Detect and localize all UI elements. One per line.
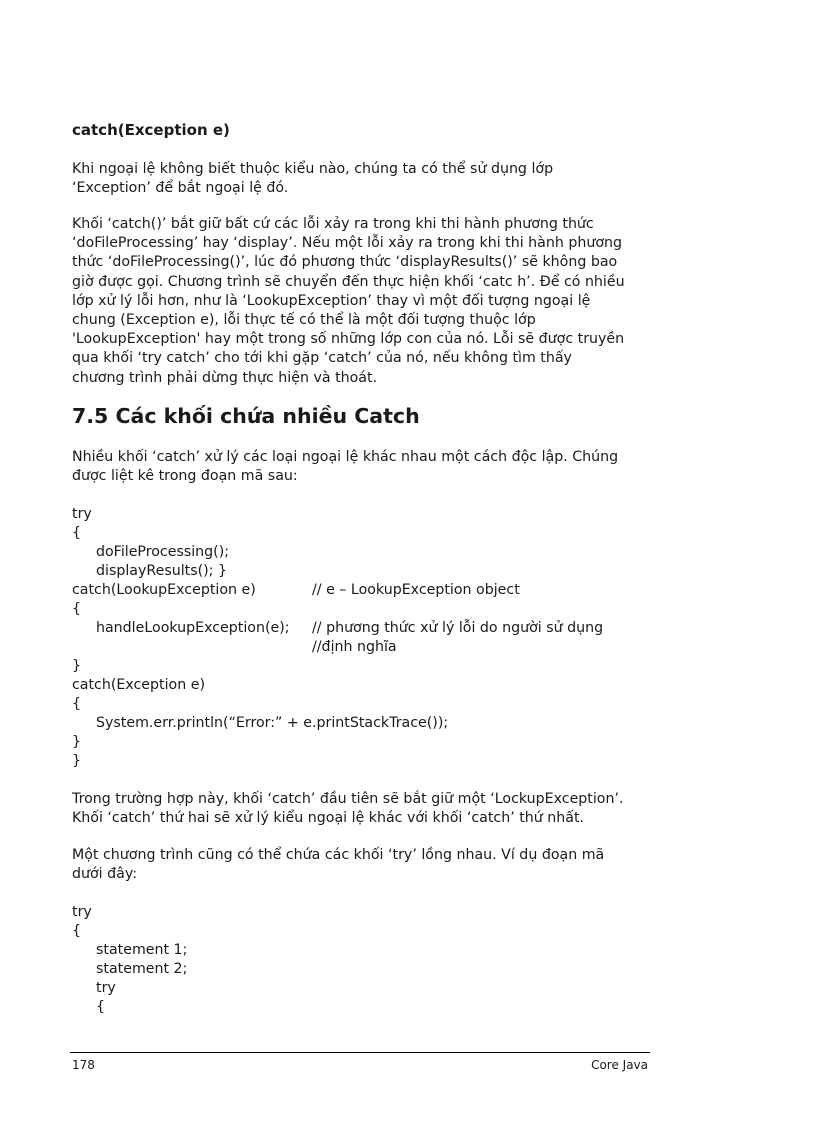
section-heading-7-5: 7.5 Các khối chứa nhiều Catch: [72, 404, 420, 428]
code-text: statement 1;: [96, 942, 188, 958]
code-line: }: [72, 753, 82, 769]
code-line: {: [72, 525, 82, 541]
code-line: [72, 998, 652, 1017]
code-line: }: [72, 734, 82, 750]
book-title: Core Java: [591, 1058, 648, 1072]
code-text: handleLookupException(e);: [96, 620, 290, 636]
code-text: doFileProcessing();: [96, 544, 230, 560]
subheading-catch-exception: catch(Exception e): [72, 121, 230, 139]
code-comment: // phương thức xử lý lỗi do người sử dụng: [312, 620, 604, 636]
footer-divider: [70, 1052, 650, 1053]
code-line: [72, 562, 652, 581]
page-number: 178: [72, 1058, 95, 1072]
code-line: [72, 979, 652, 998]
code-line: try: [72, 506, 92, 522]
code-text: displayResults(); }: [96, 563, 227, 579]
code-text: try: [96, 980, 116, 996]
code-line: [72, 619, 652, 638]
code-comment: //định nghĩa: [312, 639, 397, 655]
code-line: [72, 960, 652, 979]
code-line: [72, 714, 652, 733]
code-text: System.err.println(“Error:” + e.printStackTrace());: [96, 715, 449, 731]
code-line: [72, 638, 652, 657]
code-line: try: [72, 904, 92, 920]
code-line: {: [72, 923, 82, 939]
code-text: catch(LookupException e): [72, 582, 256, 598]
code-text: statement 2;: [96, 961, 188, 977]
code-line: [72, 581, 652, 600]
code-block-multiple-catch: [72, 505, 652, 771]
code-line: [72, 543, 652, 562]
code-line: {: [72, 601, 82, 617]
paragraph-multiple-catch: Nhiều khối ‘catch’ xử lý các loại ngoại lệ khác nhau một cách độc lập. Chúng được liệt kê trong đoạn mã sau:: [72, 449, 619, 485]
paragraph-catch-explanation: Khối ‘catch()’ bắt giữ bất cứ các lỗi xảy ra trong khi thi hành phương thức ‘doFileProcessing’ hay ‘display’. Nếu một lỗi xảy ra trong khi thi hành phương thức ‘doFileProcessing()’, lúc đó phương thức ‘displayResults()’ sẽ không bao giờ được gọi. Chương trình sẽ chuyển đến thực hiện khối ‘catc h’. Để có nhiều lớp xử lý lỗi hơn, như là ‘LookupException’ thay vì một đối tượng ngoại lệ chung (Exception e), lỗi thực tế có thể là một đối tượng thuộc lớp 'LookupException' hay một trong số những lớp con của nó. Lỗi sẽ được truyền qua khối ‘try catch’ cho tới khi gặp ‘catch’ của nó, nếu không tìm thấy chương trình phải dừng thực hiện và thoát.: [72, 216, 625, 386]
code-line: }: [72, 658, 82, 674]
code-block-nested-try: [72, 903, 652, 1017]
code-comment: // e – LookupException object: [312, 582, 520, 598]
code-line: [72, 941, 652, 960]
paragraph-exception-class: Khi ngoại lệ không biết thuộc kiểu nào, chúng ta có thể sử dụng lớp ‘Exception’ để bắt ngoại lệ đó.: [72, 161, 554, 197]
code-text: {: [96, 999, 106, 1015]
paragraph-nested-try: Một chương trình cũng có thể chứa các khối ‘try’ lồng nhau. Ví dụ đoạn mã dưới đây:: [72, 847, 605, 883]
code-line: catch(Exception e): [72, 677, 205, 693]
paragraph-catch-order: Trong trường hợp này, khối ‘catch’ đầu tiên sẽ bắt giữ một ‘LockupException’. Khối ‘catch’ thứ hai sẽ xử lý kiểu ngoại lệ khác với khối ‘catch’ thứ nhất.: [72, 791, 624, 827]
code-line: {: [72, 696, 82, 712]
